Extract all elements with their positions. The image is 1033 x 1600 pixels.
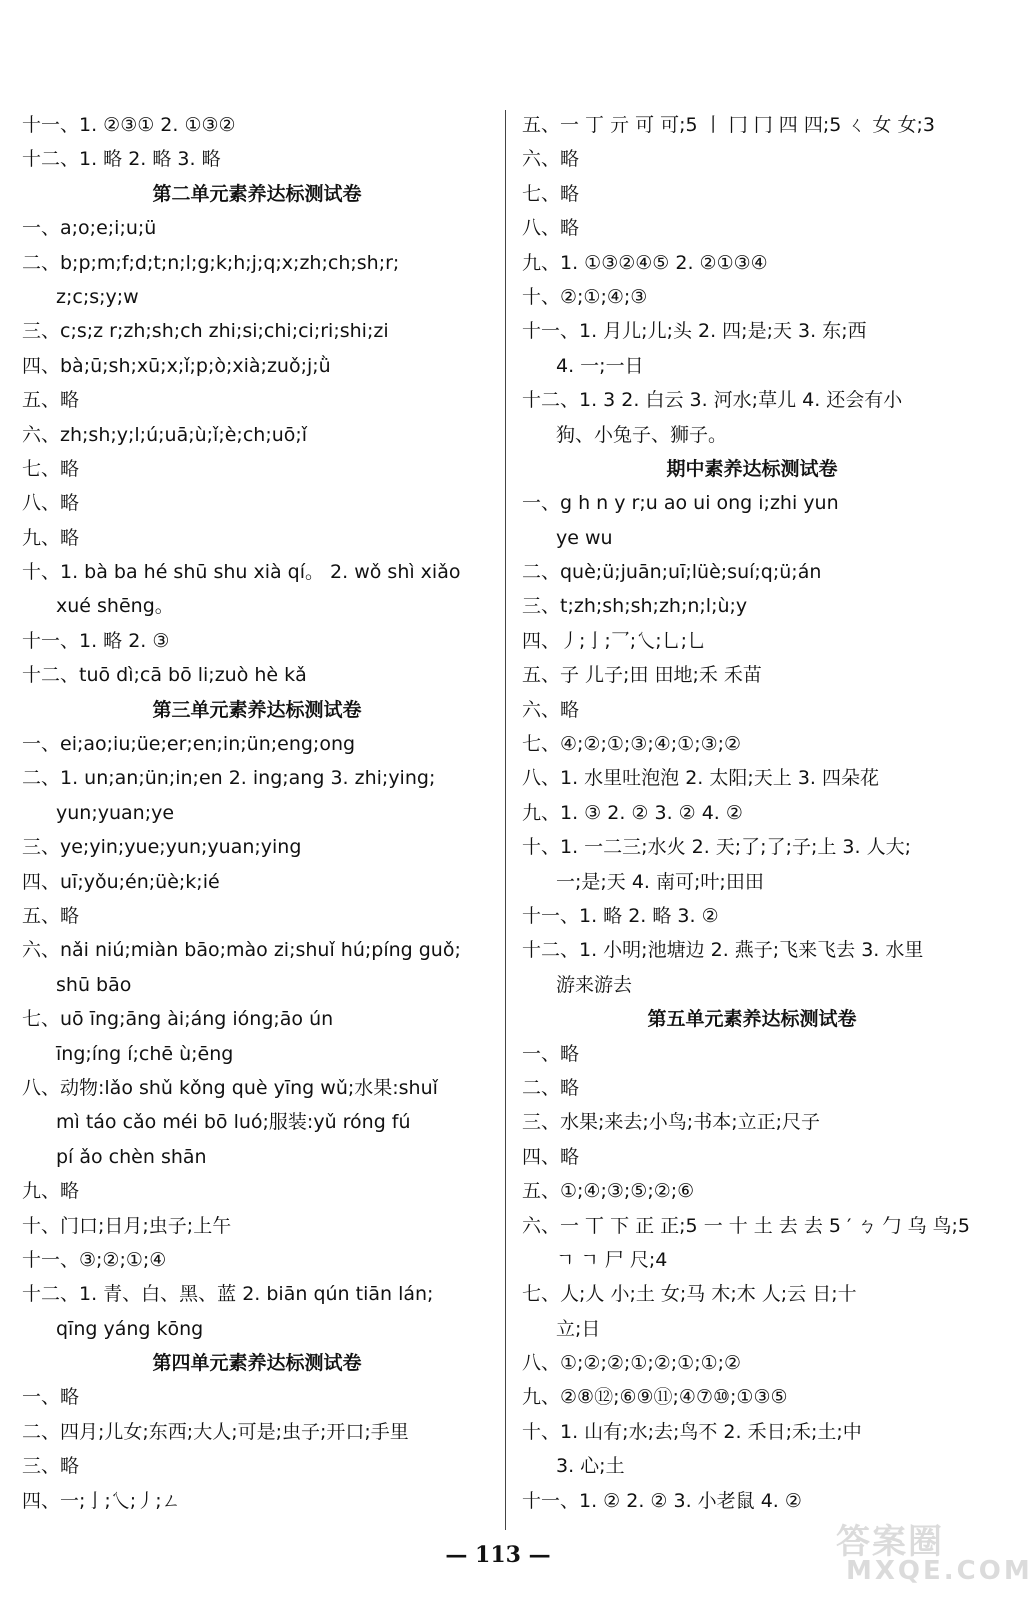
watermark-logo [832,1512,1033,1592]
right-answer-column [522,108,982,1518]
answer-line: 七、略 [522,182,580,205]
answer-line: 一、a;o;e;i;u;ü [22,217,157,240]
answer-line: 三、t;zh;sh;sh;zh;n;l;ù;y [522,595,748,618]
answer-line: 二、1. un;an;ün;in;en 2. ing;ang 3. zhi;ying; [22,767,436,790]
answer-continuation: qīng yáng kōng [56,1317,204,1340]
answer-continuation: 4. 一;一日 [556,354,644,377]
answer-line: 六、略 [522,698,580,721]
answer-line: 十二、tuō dì;cā bō li;zuò hè kǎ [22,664,307,687]
answer-line: 五、①;④;③;⑤;②;⑥ [522,1180,695,1203]
answer-line: 十二、1. 略 2. 略 3. 略 [22,148,221,171]
section-title: 第四单元素养达标测试卷 [152,1352,362,1375]
answer-continuation: ㄱ ㄱ 尸 尺;4 [556,1248,668,1271]
answer-line: 九、1. ①③②④⑤ 2. ②①③④ [522,251,768,274]
answer-line: 十、1. 山有;水;去;鸟不 2. 禾日;禾;土;中 [522,1420,862,1443]
answer-continuation: 立;日 [556,1317,601,1340]
answer-line: 十、1. bà ba hé shū shu xià qí。 2. wǒ shì xiǎo [22,561,461,584]
answer-line: 十一、1. 略 2. ③ [22,629,170,652]
answer-line: 十一、1. ②③① 2. ①③② [22,114,236,136]
answer-line: 八、略 [522,217,580,240]
answer-line: 十二、1. 3 2. 白云 3. 河水;草儿 4. 还会有小 [522,389,903,412]
answer-line: 二、b;p;m;f;d;t;n;l;g;k;h;j;q;x;zh;ch;sh;r; [22,251,400,274]
answer-line: 七、④;②;①;③;④;①;③;② [522,733,742,756]
answer-line: 四、bà;ū;sh;xū;x;ǐ;p;ò;xià;zuǒ;j;ǜ [22,354,331,377]
answer-line: 十、②;①;④;③ [522,285,648,308]
answer-line: 十一、1. 略 2. 略 3. ② [522,904,719,927]
answer-line: 五、一 丁 亓 可 可;5 丨 冂 冂 四 四;5 ㄑ 女 女;3 [522,114,935,136]
page-number: — 113 — [445,1542,551,1568]
answer-line: 十二、1. 小明;池塘边 2. 燕子;飞来飞去 3. 水里 [522,939,924,962]
answer-line: 八、略 [22,492,80,515]
answer-line: 八、①;②;②;①;②;①;①;② [522,1352,742,1375]
answer-continuation: īng;íng í;chē ù;ēng [56,1042,234,1065]
answer-continuation: z;c;s;y;w [56,285,139,308]
answer-line: 九、略 [22,1180,80,1203]
answer-continuation: 3. 心;土 [556,1455,625,1478]
answer-continuation: 游来游去 [556,973,633,996]
answer-line: 二、略 [522,1076,580,1099]
answer-line: 六、nǎi niú;miàn bāo;mào zi;shuǐ hú;píng guǒ; [22,939,461,962]
column-divider [505,110,506,1530]
answer-line: 二、四月;儿女;东西;大人;可是;虫子;开口;手里 [22,1420,409,1443]
answer-line: 三、ye;yin;yue;yun;yuan;ying [22,836,302,859]
answer-line: 一、略 [22,1386,80,1409]
answer-line: 九、1. ③ 2. ② 3. ② 4. ② [522,801,743,824]
answer-line: 三、水果;来去;小鸟;书本;立正;尺子 [522,1111,821,1134]
answer-line: 五、略 [22,904,80,927]
answer-line: 九、略 [22,526,80,549]
answer-line: 一、ei;ao;iu;üe;er;en;in;ün;eng;ong [22,733,356,756]
answer-line: 四、略 [522,1145,580,1168]
answer-line: 三、略 [22,1455,80,1478]
answer-continuation: mì táo cǎo méi bō luó;服装:yǔ róng fú [56,1111,411,1134]
answer-line: 九、②⑧⑫;⑥⑨⑪;④⑦⑩;①③⑤ [522,1386,788,1409]
answer-line: 四、一;亅;乀;丿;ㄥ [22,1489,181,1512]
answer-line: 六、略 [522,148,580,171]
answer-continuation: ye wu [556,526,613,549]
answer-line: 十、门口;日月;虫子;上午 [22,1214,232,1237]
section-title: 期中素养达标测试卷 [666,457,838,480]
answer-continuation: 一;是;天 4. 南可;叶;田田 [556,870,764,893]
watermark-text-cn: 答案圈 [836,1522,944,1562]
answer-line: 七、略 [22,457,80,480]
section-title: 第三单元素养达标测试卷 [152,698,362,721]
answer-line: 六、zh;sh;y;l;ú;uā;ù;ǐ;è;ch;uō;ǐ [22,423,308,446]
section-title: 第二单元素养达标测试卷 [152,182,362,205]
answer-continuation: xué shēng。 [56,595,174,618]
answer-continuation: 狗、小兔子、狮子。 [556,423,728,446]
answer-line: 一、g h n y r;u ao ui ong i;zhi yun [522,492,839,515]
answer-line: 一、略 [522,1042,580,1065]
answer-line: 五、子 儿子;田 田地;禾 禾苗 [522,664,762,687]
answer-line: 八、1. 水里吐泡泡 2. 太阳;天上 3. 四朵花 [522,767,879,790]
answer-line: 十、1. 一二三;水火 2. 天;了;了;子;上 3. 人大; [522,836,911,859]
answer-continuation: pí ǎo chèn shān [56,1145,207,1168]
answer-line: 八、动物:lǎo shǔ kǒng què yīng wǔ;水果:shuǐ [22,1076,438,1099]
answer-continuation: yun;yuan;ye [56,801,175,824]
answer-line: 四、uī;yǒu;én;üè;k;ié [22,870,220,893]
left-answer-column [22,108,492,1518]
answer-line: 十一、③;②;①;④ [22,1248,167,1271]
section-title: 第五单元素养达标测试卷 [647,1008,857,1031]
answer-line: 十二、1. 青、白、黑、蓝 2. biān qún tiān lán; [22,1283,434,1306]
answer-line: 十一、1. 月儿;儿;头 2. 四;是;天 3. 东;西 [522,320,867,343]
answer-line: 六、一 丅 下 正 正;5 一 十 土 去 去 5 ′ ㄅ 勹 乌 鸟;5 [522,1214,970,1237]
watermark-text-url: MXQE.COM [846,1556,1033,1586]
answer-line: 三、c;s;z r;zh;sh;ch zhi;si;chi;ci;ri;shi;zi [22,320,389,343]
answer-line: 四、丿;亅;乛;乀;乚;乚 [522,629,707,652]
answer-line: 五、略 [22,389,80,412]
answer-line: 七、人;人 小;土 女;马 木;木 人;云 日;十 [522,1283,857,1306]
answer-line: 二、què;ü;juān;uī;lüè;suí;q;ü;án [522,561,822,584]
answer-continuation: shū bāo [56,973,132,996]
answer-line: 十一、1. ② 2. ② 3. 小老鼠 4. ② [522,1489,802,1512]
answer-line: 七、uō īng;āng ài;áng ióng;āo ún [22,1008,334,1031]
